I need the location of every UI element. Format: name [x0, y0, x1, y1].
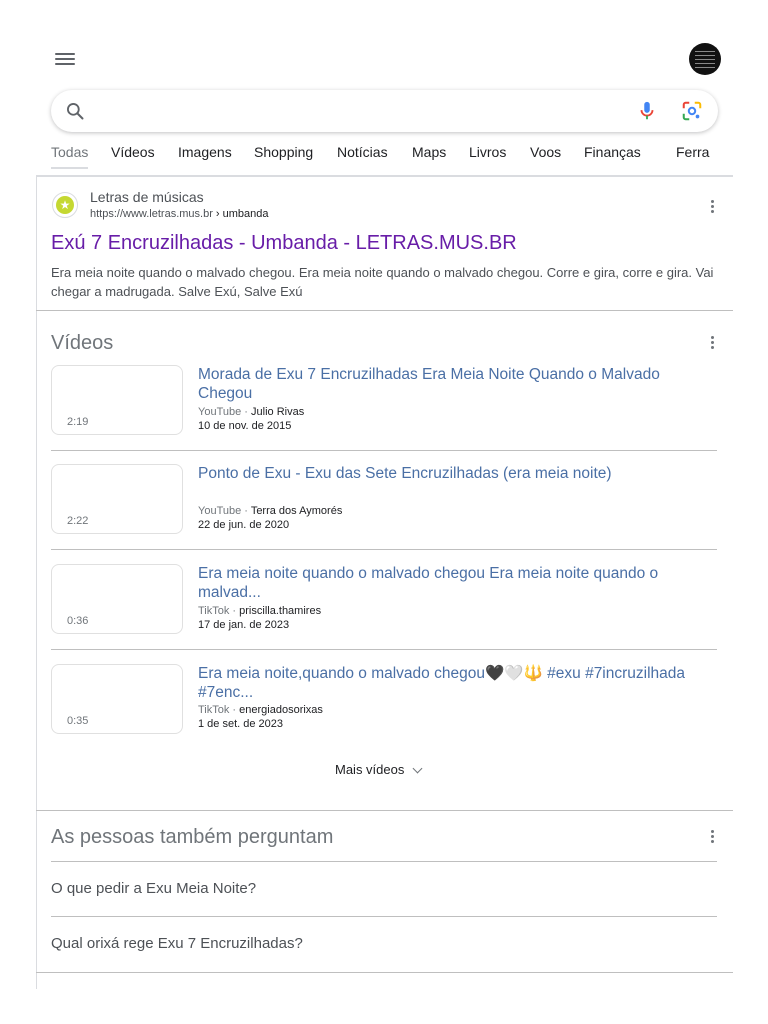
tab-noticias[interactable]: Notícias	[337, 144, 388, 160]
video-title-link[interactable]: Era meia noite quando o malvado chegou Era meia noite quando o malvad...	[198, 565, 659, 601]
chevron-down-icon	[413, 764, 423, 774]
tab-maps[interactable]: Maps	[412, 144, 447, 160]
video-thumbnail[interactable]	[51, 365, 183, 435]
question-divider	[51, 916, 717, 917]
result-snippet: Era meia noite quando o malvado chegou. Era meia noite quando o malvado chegou. Corre e gira, corre e gira. Vai chegar a madrugada. Salve Exú, Salve Exú	[51, 265, 714, 299]
paa-more-options-icon[interactable]	[708, 830, 716, 846]
people-also-ask-heading: As pessoas também perguntam	[51, 826, 334, 848]
tab-financas[interactable]: Finanças	[584, 144, 641, 160]
video-author: priscilla.thamires	[239, 605, 322, 617]
video-duration: 0:35	[67, 715, 89, 727]
video-divider	[51, 549, 717, 550]
microphone-icon[interactable]	[637, 100, 657, 122]
video-thumbnail[interactable]	[51, 664, 183, 734]
tab-todas[interactable]: Todas	[51, 143, 88, 169]
tab-voos[interactable]: Voos	[530, 144, 562, 160]
tab-ferramentas[interactable]: Ferra	[676, 144, 710, 160]
video-divider	[51, 450, 717, 451]
section-divider	[36, 810, 733, 811]
profile-avatar[interactable]	[689, 43, 721, 75]
video-author: Terra dos Aymorés	[250, 505, 343, 517]
video-source: TikTok · priscilla.thamires	[198, 605, 322, 617]
video-title-link[interactable]: Era meia noite,quando o malvado chegou🖤🤍🔱 #exu #7incruzilhada #7enc...	[198, 665, 686, 701]
video-platform: YouTube	[198, 505, 242, 517]
video-source: YouTube · Julio Rivas	[198, 406, 305, 418]
site-url[interactable]	[90, 208, 269, 220]
site-favicon	[52, 192, 78, 218]
video-date: 1 de set. de 2023	[198, 718, 284, 730]
result-more-options-icon[interactable]	[708, 200, 716, 216]
tab-shopping[interactable]: Shopping	[254, 144, 314, 160]
hamburger-menu-icon[interactable]	[55, 53, 75, 67]
star-icon: ★	[56, 196, 74, 214]
video-date: 22 de jun. de 2020	[198, 519, 290, 531]
site-url-path: › umbanda	[212, 208, 269, 220]
video-platform: YouTube	[198, 406, 242, 418]
video-title-link[interactable]: Ponto de Exu - Exu das Sete Encruzilhadas (era meia noite)	[198, 465, 612, 482]
video-divider	[51, 649, 717, 650]
question-item[interactable]: O que pedir a Exu Meia Noite?	[51, 880, 257, 897]
video-item[interactable]	[51, 664, 717, 764]
video-date: 10 de nov. de 2015	[198, 420, 292, 432]
videos-more-options-icon[interactable]	[708, 336, 716, 352]
site-url-domain: https://www.letras.mus.br	[90, 208, 213, 220]
video-platform: TikTok	[198, 704, 230, 716]
result-title-link[interactable]: Exú 7 Encruzilhadas - Umbanda - LETRAS.MUS.BR	[51, 232, 517, 254]
question-divider	[51, 861, 717, 862]
video-source: YouTube · Terra dos Aymorés	[198, 505, 343, 517]
videos-heading: Vídeos	[51, 332, 114, 354]
tab-imagens[interactable]: Imagens	[178, 144, 232, 160]
section-divider	[36, 972, 733, 973]
video-thumbnail[interactable]	[51, 564, 183, 634]
search-icon[interactable]	[65, 101, 85, 121]
tab-videos[interactable]: Vídeos	[111, 144, 155, 160]
search-box[interactable]	[51, 90, 718, 132]
video-author: Julio Rivas	[251, 406, 305, 418]
video-date: 17 de jan. de 2023	[198, 619, 290, 631]
more-videos-button[interactable]	[335, 762, 421, 777]
video-source: TikTok · energiadosorixas	[198, 704, 323, 716]
video-author: energiadosorixas	[239, 704, 323, 716]
more-videos-label: Mais vídeos	[335, 762, 405, 777]
site-name[interactable]: Letras de músicas	[90, 189, 204, 205]
video-duration: 2:19	[67, 416, 89, 428]
section-divider	[36, 310, 733, 311]
video-platform: TikTok	[198, 605, 230, 617]
video-title-link[interactable]: Morada de Exu 7 Encruzilhadas Era Meia Noite Quando o Malvado Chegou	[198, 366, 660, 402]
video-duration: 2:22	[67, 515, 89, 527]
search-tabs	[51, 143, 721, 169]
google-lens-icon[interactable]	[681, 100, 703, 122]
video-duration: 0:36	[67, 615, 89, 627]
search-input[interactable]	[99, 98, 659, 124]
video-thumbnail[interactable]	[51, 464, 183, 534]
tab-livros[interactable]: Livros	[469, 144, 507, 160]
question-item[interactable]: Qual orixá rege Exu 7 Encruzilhadas?	[51, 935, 303, 952]
